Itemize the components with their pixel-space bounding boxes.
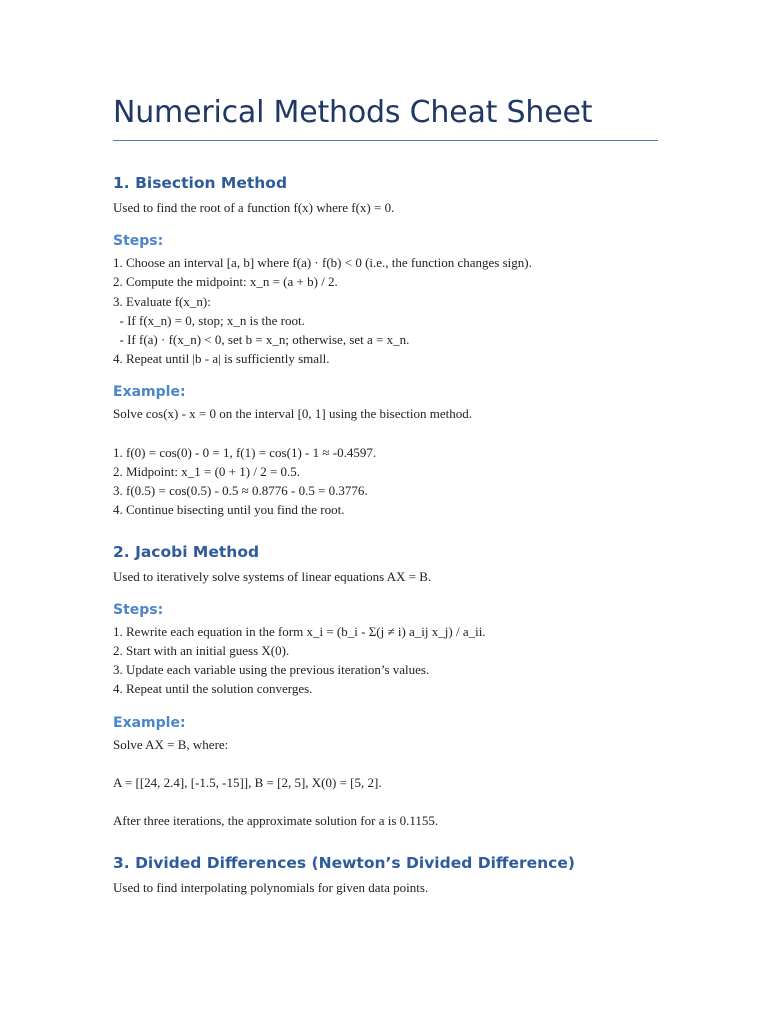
example-matrix-jacobi: A = [[24, 2.4], [-1.5, -15]], B = [2, 5], X(0) = [5, 2]. xyxy=(113,775,382,791)
steps-label-bisection: Steps: xyxy=(113,233,164,250)
example-result-jacobi: After three iterations, the approximate solution for a is 0.1155. xyxy=(113,813,439,829)
example-line: 4. Continue bisecting until you find the root. xyxy=(113,502,345,518)
steps-list-jacobi xyxy=(113,622,658,699)
section-intro-bisection: Used to find the root of a function f(x) where f(x) = 0. xyxy=(113,200,395,215)
example-line: 2. Midpoint: x_1 = (0 + 1) / 2 = 0.5. xyxy=(113,464,301,480)
example-line: 1. f(0) = cos(0) - 0 = 1, f(1) = cos(1) - 1 ≈ -0.4597. xyxy=(113,444,377,460)
section-intro-jacobi: Used to iteratively solve systems of linear equations AX = B. xyxy=(113,568,432,584)
steps-list-bisection xyxy=(113,253,658,368)
blank-line xyxy=(113,424,658,443)
example-intro-bisection: Solve cos(x) - x = 0 on the interval [0, 1] using the bisection method. xyxy=(113,406,472,422)
page-title: Numerical Methods Cheat Sheet xyxy=(113,94,658,141)
step-line: 2. Start with an initial guess X(0). xyxy=(113,643,290,659)
step-line: - If f(x_n) = 0, stop; x_n is the root. xyxy=(113,312,305,328)
section-heading-bisection: 1. Bisection Method xyxy=(113,174,288,192)
step-line: 4. Repeat until the solution converges. xyxy=(113,681,313,697)
example-list-bisection xyxy=(113,443,658,520)
step-line: - If f(a) · f(x_n) < 0, set b = x_n; otherwise, set a = x_n. xyxy=(113,332,410,348)
blank-line xyxy=(113,792,658,811)
step-line: 2. Compute the midpoint: x_n = (a + b) / 2. xyxy=(113,274,338,290)
example-line: 3. f(0.5) = cos(0.5) - 0.5 ≈ 0.8776 - 0.5 = 0.3776. xyxy=(113,483,368,499)
blank-line xyxy=(113,754,658,773)
document-body xyxy=(113,94,658,897)
example-intro-jacobi: Solve AX = B, where: xyxy=(113,736,229,752)
step-line: 4. Repeat until |b - a| is sufficiently small. xyxy=(113,351,330,367)
step-line: 1. Rewrite each equation in the form x_i = (b_i - Σ(j ≠ i) a_ij x_j) / a_ii. xyxy=(113,623,486,639)
section-heading-divided-differences: 3. Divided Differences (Newton’s Divided Difference) xyxy=(113,853,575,872)
step-line: 3. Evaluate f(x_n): xyxy=(113,293,211,309)
section-heading-jacobi: 2. Jacobi Method xyxy=(113,542,260,561)
step-line: 3. Update each variable using the previous iteration’s values. xyxy=(113,662,430,678)
steps-label-jacobi: Steps: xyxy=(113,601,164,618)
example-label-jacobi: Example: xyxy=(113,714,186,731)
step-line: 1. Choose an interval [a, b] where f(a) · f(b) < 0 (i.e., the function changes sign). xyxy=(113,255,532,271)
section-intro-divided-differences: Used to find interpolating polynomials for given data points. xyxy=(113,879,429,895)
example-label-bisection: Example: xyxy=(113,384,186,401)
